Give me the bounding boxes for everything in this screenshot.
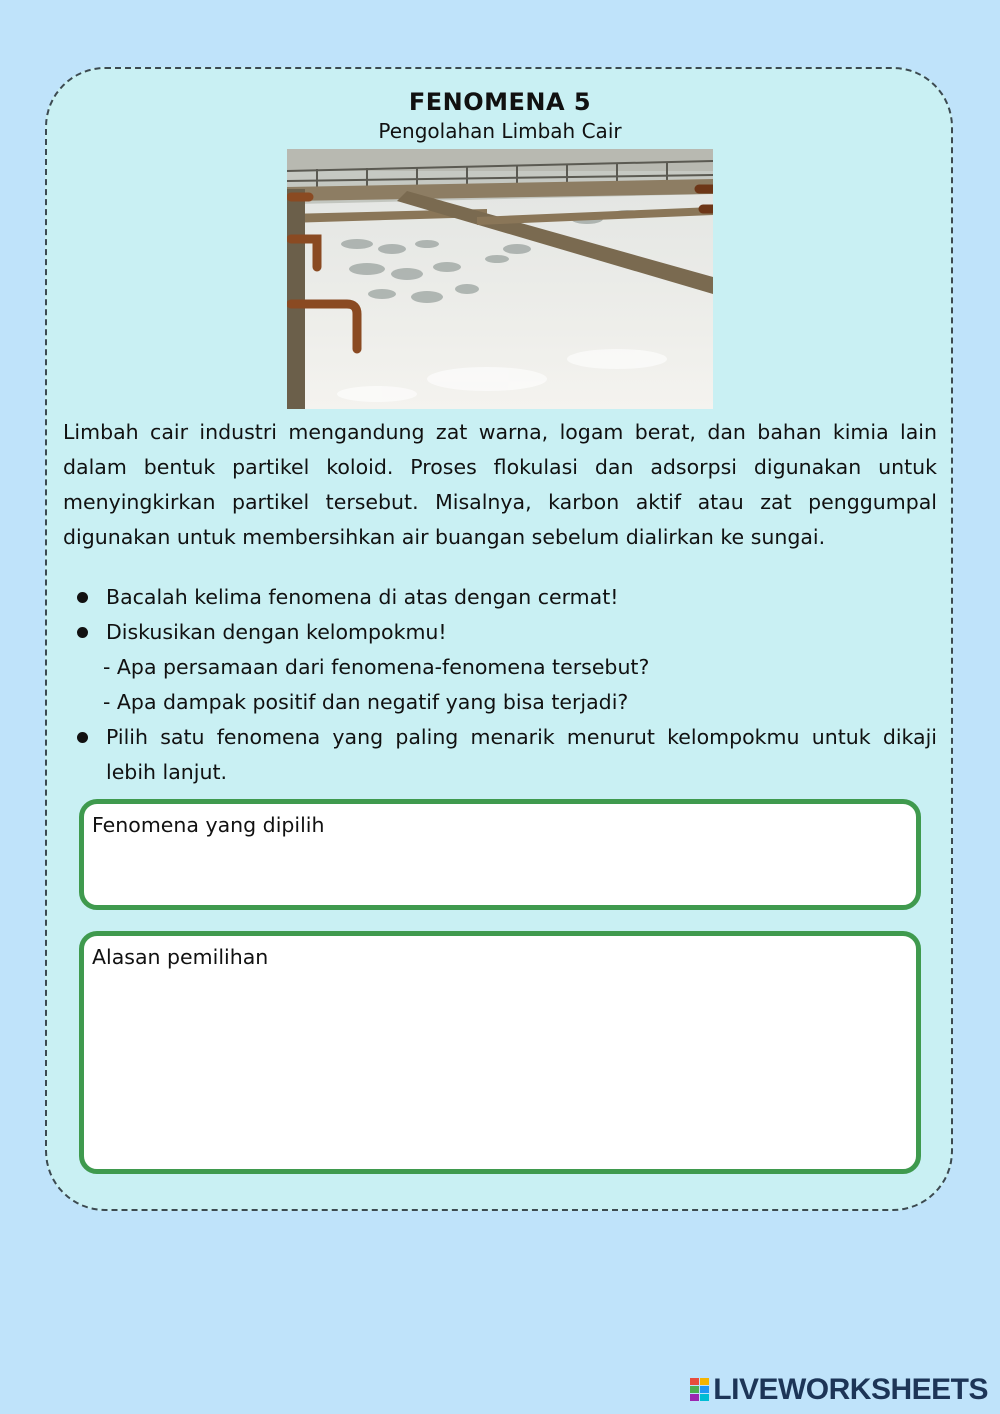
selection-reason-field[interactable] bbox=[79, 931, 921, 1174]
list-item-text: Bacalah kelima fenomena di atas dengan cermat! bbox=[106, 585, 619, 609]
bullet-icon bbox=[77, 627, 88, 638]
bullet-icon bbox=[77, 732, 88, 743]
selection-reason-label: Alasan pemilihan bbox=[92, 945, 269, 969]
wastewater-photo bbox=[287, 149, 713, 409]
list-item-text: Diskusikan dengan kelompokmu! bbox=[106, 620, 447, 644]
list-item bbox=[63, 720, 937, 790]
sub-question: - Apa persamaan dari fenomena-fenomena tersebut? bbox=[103, 655, 650, 679]
list-item bbox=[63, 580, 937, 615]
instruction-list bbox=[63, 580, 937, 790]
chosen-phenomenon-field[interactable] bbox=[79, 799, 921, 910]
phenomenon-description: Limbah cair industri mengandung zat warna, logam berat, dan bahan kimia lain dalam bentuk partikel koloid. Proses flokulasi dan adsorpsi digunakan untuk menyingkirkan partikel tersebut. Misalnya, karbon aktif atau zat penggumpal digunakan untuk membersihkan air buangan sebelum dialirkan ke sungai. bbox=[63, 420, 937, 549]
liveworksheets-logo[interactable] bbox=[690, 1374, 988, 1406]
page-subtitle: Pengolahan Limbah Cair bbox=[378, 119, 622, 143]
sub-question: - Apa dampak positif dan negatif yang bisa terjadi? bbox=[103, 690, 629, 714]
list-item bbox=[63, 615, 937, 720]
bullet-icon bbox=[77, 592, 88, 603]
list-item-text: Pilih satu fenomena yang paling menarik menurut kelompokmu untuk dikaji lebih lanjut. bbox=[106, 725, 937, 784]
chosen-phenomenon-label: Fenomena yang dipilih bbox=[92, 813, 325, 837]
liveworksheets-brand: LIVEWORKSHEETS bbox=[713, 1373, 988, 1406]
page-title: FENOMENA 5 bbox=[408, 88, 592, 116]
liveworksheets-logo-icon bbox=[690, 1378, 710, 1402]
